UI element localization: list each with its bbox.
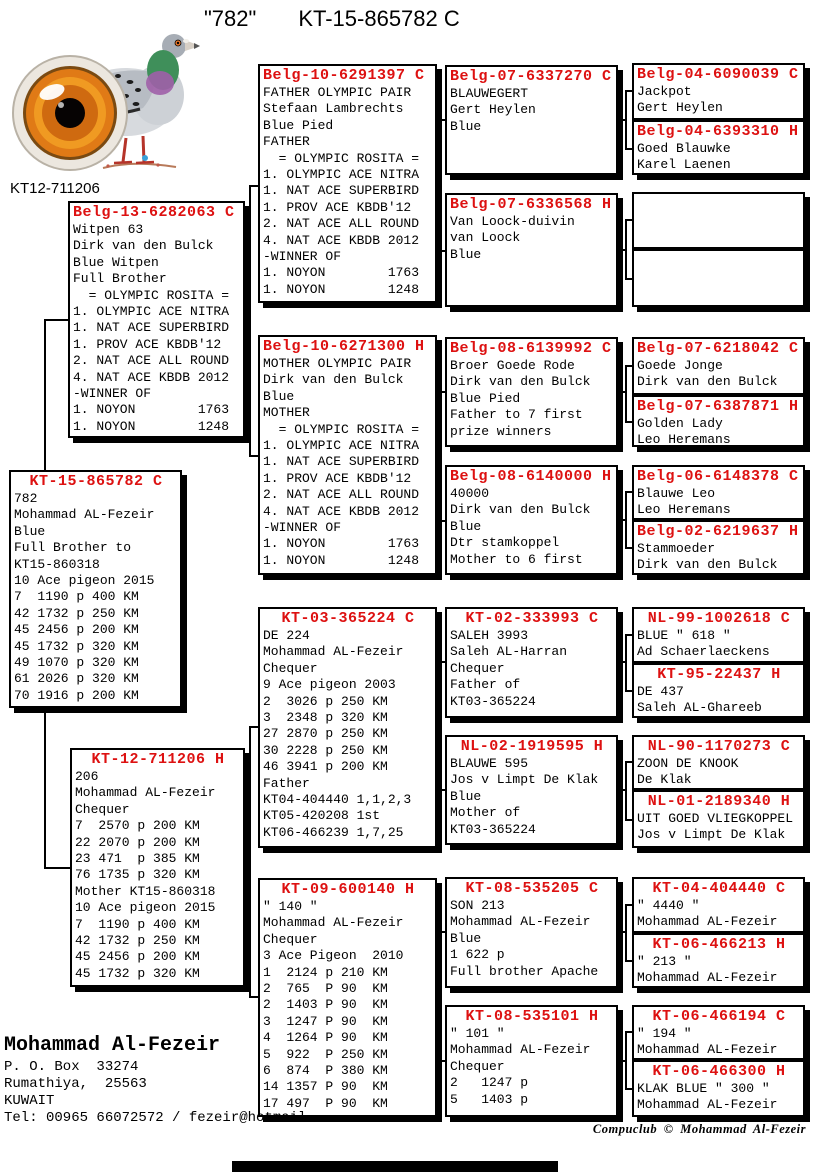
connector-line	[249, 455, 258, 457]
pedigree-box-dam-dam-sire	[445, 877, 618, 988]
pedigree-text-line: Blue Witpen	[73, 254, 159, 270]
pedigree-text-line: Blue Pied	[450, 390, 521, 406]
pedigree-text-line: Blauwe Leo	[637, 486, 716, 501]
connector-line	[625, 365, 627, 423]
pedigree-box-sire-sire-dam-sire	[632, 192, 805, 249]
pedigree-text-line: 3 Ace Pigeon 2010	[263, 948, 404, 964]
pedigree-text-line: Mohammad AL-Fezeir	[637, 970, 778, 986]
connector-line	[625, 761, 627, 821]
connector-line	[625, 761, 632, 763]
pedigree-text-line: 1. NAT ACE SUPERBIRD	[73, 320, 230, 336]
pedigree-text-line: 2 765 P 90 KM	[263, 981, 388, 997]
pedigree-text-line: 10 Ace pigeon 2015	[75, 900, 216, 916]
pedigree-box-dam-dam-dam-dam	[632, 1060, 805, 1117]
connector-line	[440, 119, 442, 252]
connector-line	[625, 1031, 632, 1033]
pedigree-text-line: FATHER	[263, 134, 310, 150]
ring-number-header: KT-03-365224 C	[281, 610, 415, 627]
pedigree-text-line: Blue	[450, 930, 482, 946]
pedigree-text-line: Goed Blauwke	[637, 141, 731, 156]
pedigree-text-line: prize winners	[450, 423, 552, 439]
pedigree-box-dam-sire	[258, 607, 437, 848]
pedigree-text-line: KLAK BLUE " 300 "	[637, 1081, 770, 1096]
ring-number-header: Belg-13-6282063 C	[73, 204, 235, 221]
pedigree-text-line: Dirk van den Bulck	[263, 372, 404, 388]
connector-line	[625, 278, 632, 280]
pedigree-text-line: Karel Laenen	[637, 157, 731, 173]
pedigree-text-line: " 213 "	[637, 954, 692, 969]
pedigree-text-line: Jos v Limpt De Klak	[637, 827, 786, 843]
owner-address-line: P. O. Box 33274	[4, 1059, 139, 1075]
pedigree-box-sire-sire-sire-dam	[632, 120, 805, 175]
ring-number-header: KT-06-466194 C	[652, 1008, 786, 1025]
pedigree-text-line: Jos v Limpt De Klak	[450, 772, 599, 788]
pedigree-text-line: 1. OLYMPIC ACE NITRA	[73, 304, 230, 320]
connector-line	[249, 726, 258, 728]
pedigree-text-line: 45 2456 p 200 KM	[75, 949, 200, 965]
pedigree-text-line: Mohammad AL-Fezeir	[637, 1097, 778, 1113]
pedigree-text-line: 206	[75, 769, 99, 784]
pedigree-box-sire-sire-dam	[445, 193, 618, 307]
pedigree-text-line: Gert Heylen	[450, 102, 536, 118]
pedigree-text-line: Mother KT15-860318	[75, 883, 216, 899]
pedigree-text-line: Mohammad AL-Fezeir	[263, 644, 404, 660]
pedigree-text-line: 7 1190 p 400 KM	[75, 916, 200, 932]
pedigree-text-line: 1. NOYON 1763	[73, 402, 230, 418]
pedigree-text-line: Dirk van den Bulck	[450, 374, 591, 390]
connector-line	[249, 185, 251, 457]
pedigree-text-line: = OLYMPIC ROSITA =	[263, 421, 420, 437]
pedigree-text-line: 22 2070 p 200 KM	[75, 834, 200, 850]
pedigree-text-line: 5 1403 p	[450, 1091, 529, 1107]
pedigree-box-dam-sire-dam-dam	[632, 790, 805, 848]
pedigree-text-line: Blue	[263, 388, 295, 404]
pedigree-text-line: Blue	[450, 788, 482, 804]
pedigree-text-line: Father to 7 first	[450, 407, 583, 423]
ring-number-header: NL-01-2189340 H	[647, 793, 791, 810]
pedigree-text-line: 1 2124 p 210 KM	[263, 964, 388, 980]
pedigree-box-sire-dam-dam	[445, 465, 618, 575]
pedigree-text-line: 2. NAT ACE ALL ROUND	[263, 216, 420, 232]
pedigree-text-line: Blue	[450, 518, 482, 534]
pedigree-text-line: = OLYMPIC ROSITA =	[263, 150, 420, 166]
pedigree-box-subject	[9, 470, 182, 708]
connector-line	[625, 1031, 627, 1090]
ring-number-header: Belg-07-6218042 C	[637, 340, 799, 357]
pedigree-text-line: Broer Goede Rode	[450, 358, 575, 373]
pedigree-box-dam-sire-dam-sire	[632, 735, 805, 790]
connector-line	[625, 634, 627, 692]
pedigree-text-line: 782	[14, 491, 38, 506]
pedigree-text-line: Blue	[450, 246, 482, 262]
pedigree-text-line: Mohammad AL-Fezeir	[450, 1042, 591, 1058]
pedigree-text-line: 1. OLYMPIC ACE NITRA	[263, 167, 420, 183]
pedigree-text-line: Saleh AL-Harran	[450, 644, 568, 660]
ring-number-header: Belg-04-6090039 C	[637, 66, 799, 83]
pedigree-text-line: DE 224	[263, 628, 310, 643]
bottom-bar	[232, 1161, 558, 1172]
pedigree-text-line: Jackpot	[637, 84, 692, 99]
connector-line	[625, 904, 627, 962]
connector-line	[440, 931, 442, 1063]
photo-caption: KT12-711206	[10, 180, 100, 197]
connector-line	[625, 421, 632, 423]
pedigree-text-line: Saleh AL-Ghareeb	[637, 700, 762, 716]
connector-line	[440, 391, 442, 522]
pedigree-text-line: 4. NAT ACE KBDB 2012	[73, 369, 230, 385]
ring-number-header: Belg-07-6337270 C	[450, 68, 612, 85]
pedigree-text-line: 45 2456 p 200 KM	[14, 622, 139, 638]
pedigree-text-line: " 140 "	[263, 899, 318, 914]
pedigree-text-line: Leo Heremans	[637, 432, 731, 447]
connector-line	[249, 185, 258, 187]
pedigree-text-line: Dirk van den Bulck	[637, 557, 778, 573]
pedigree-text-line: 2 1403 P 90 KM	[263, 997, 388, 1013]
pedigree-text-line: Mohammad AL-Fezeir	[14, 507, 155, 523]
pedigree-text-line: 49 1070 p 320 KM	[14, 655, 139, 671]
owner-name: Mohammad Al-Fezeir	[4, 1034, 221, 1057]
pedigree-text-line: 1 622 p	[450, 947, 505, 963]
pedigree-box-dam-dam-sire-sire	[632, 877, 805, 933]
pedigree-text-line: 1. NOYON 1248	[263, 552, 420, 568]
pedigree-text-line: Mohammad AL-Fezeir	[450, 914, 591, 930]
pedigree-text-line: 30 2228 p 250 KM	[263, 742, 388, 758]
pedigree-text-line: KT06-466239 1,7,25	[263, 824, 404, 840]
pedigree-text-line: 1. OLYMPIC ACE NITRA	[263, 438, 420, 454]
connector-line	[625, 634, 632, 636]
connector-line	[625, 219, 627, 280]
pedigree-text-line: Dirk van den Bulck	[450, 502, 591, 518]
pedigree-text-line: Chequer	[263, 660, 318, 676]
pedigree-text-line: 1. PROV ACE KBDB'12	[263, 470, 412, 486]
connector-line	[625, 90, 632, 92]
pedigree-text-line: 42 1732 p 250 KM	[75, 933, 200, 949]
pedigree-box-sire-dam-dam-sire	[632, 465, 805, 520]
pedigree-text-line: -WINNER OF	[263, 520, 342, 536]
pedigree-box-sire-sire-sire	[445, 65, 618, 175]
pedigree-text-line: Blue	[450, 118, 482, 134]
pedigree-text-line: -WINNER OF	[73, 386, 152, 402]
pedigree-text-line: Father of	[450, 677, 521, 693]
pedigree-box-dam	[70, 748, 245, 987]
pedigree-box-dam-dam-sire-dam	[632, 933, 805, 988]
ring-number-header: KT-12-711206 H	[91, 751, 225, 768]
pedigree-text-line: 4 1264 P 90 KM	[263, 1030, 388, 1046]
pedigree-text-line: Goede Jonge	[637, 358, 723, 373]
owner-address-line: Rumathiya, 25563	[4, 1076, 147, 1092]
pedigree-text-line: Dirk van den Bulck	[637, 374, 778, 390]
connector-line	[440, 661, 442, 792]
pedigree-text-line: Mother of	[450, 805, 521, 821]
connector-line	[249, 996, 258, 998]
pedigree-text-line: 61 2026 p 320 KM	[14, 671, 139, 687]
pedigree-text-line: Blue	[14, 523, 46, 539]
pedigree-text-line: 1. NAT ACE SUPERBIRD	[263, 454, 420, 470]
pedigree-text-line: KT15-860318	[14, 556, 100, 572]
pedigree-text-line: 46 3941 p 200 KM	[263, 759, 388, 775]
connector-line	[625, 960, 632, 962]
pedigree-box-dam-sire-sire	[445, 607, 618, 718]
pedigree-text-line: Full brother Apache	[450, 963, 599, 979]
pedigree-text-line: Dirk van den Bulck	[73, 238, 214, 254]
pedigree-box-sire-sire	[258, 64, 437, 303]
ring-number-header: Belg-10-6291397 C	[263, 67, 425, 84]
pedigree-text-line: De Klak	[637, 772, 692, 788]
pedigree-text-line: Full Brother to	[14, 540, 132, 556]
pedigree-text-line: " 101 "	[450, 1026, 505, 1041]
pedigree-text-line: " 194 "	[637, 1026, 692, 1041]
pedigree-text-line: 2 1247 p	[450, 1075, 529, 1091]
connector-line	[625, 690, 632, 692]
pedigree-box-dam-sire-sire-dam	[632, 663, 805, 718]
ring-number-header: NL-02-1919595 H	[460, 738, 604, 755]
pedigree-text-line: KT03-365224	[450, 693, 536, 709]
pedigree-text-line: SON 213	[450, 898, 505, 913]
connector-line	[625, 1088, 632, 1090]
pedigree-box-sire-dam-sire-sire	[632, 337, 805, 395]
ring-number-header: Belg-07-6387871 H	[637, 398, 799, 415]
pedigree-text-line: Stefaan Lambrechts	[263, 101, 404, 117]
ring-number-header: Belg-02-6219637 H	[637, 523, 799, 540]
pedigree-text-line: 9 Ace pigeon 2003	[263, 677, 396, 693]
pedigree-box-sire-dam	[258, 335, 437, 575]
pedigree-text-line: Mohammad AL-Fezeir	[75, 785, 216, 801]
pedigree-box-dam-sire-dam	[445, 735, 618, 845]
pedigree-text-line: Blue Pied	[263, 117, 334, 133]
connector-line	[625, 491, 632, 493]
pedigree-text-line: Chequer	[450, 660, 505, 676]
ring-number-header: KT-08-535205 C	[465, 880, 599, 897]
pedigree-text-line: 7 2570 p 200 KM	[75, 818, 200, 834]
connector-line	[44, 867, 70, 869]
pedigree-text-line: BLAUWEGERT	[450, 86, 529, 101]
ring-number-header: Belg-08-6139992 C	[450, 340, 612, 357]
pedigree-text-line: MOTHER	[263, 405, 310, 421]
pedigree-text-line: ZOON DE KNOOK	[637, 756, 739, 771]
pedigree-text-line: 1. NOYON 1763	[263, 536, 420, 552]
pedigree-text-line: 10 Ace pigeon 2015	[14, 573, 155, 589]
pedigree-box-sire-sire-sire-sire	[632, 63, 805, 120]
pedigree-text-line: UIT GOED VLIEGKOPPEL	[637, 811, 794, 826]
pedigree-box-sire-dam-sire-dam	[632, 395, 805, 447]
pedigree-box-dam-dam-dam-sire	[632, 1005, 805, 1060]
pedigree-text-line: 45 1732 p 320 KM	[14, 638, 139, 654]
pigeon-photo	[8, 10, 208, 178]
pedigree-text-line: 5 922 P 250 KM	[263, 1046, 388, 1062]
pedigree-text-line: -WINNER OF	[263, 249, 342, 265]
redaction-bar	[317, 1115, 335, 1121]
pedigree-box-dam-sire-sire-sire	[632, 607, 805, 663]
ring-number-header: Belg-07-6336568 H	[450, 196, 612, 213]
ring-number-header: Belg-04-6393310 H	[637, 123, 799, 140]
connector-line	[44, 319, 68, 321]
connector-line	[249, 726, 251, 998]
pedigree-box-sire-dam-dam-dam	[632, 520, 805, 575]
owner-block	[4, 1033, 335, 1127]
ring-number-header: KT-04-404440 C	[652, 880, 786, 897]
pedigree-text-line: FATHER OLYMPIC PAIR	[263, 85, 412, 100]
ring-number-header: NL-99-1002618 C	[647, 610, 791, 627]
pedigree-text-line: Witpen 63	[73, 222, 144, 237]
pedigree-box-sire	[68, 201, 245, 438]
pedigree-text-line: 6 874 P 380 KM	[263, 1063, 388, 1079]
pedigree-text-line: 2. NAT ACE ALL ROUND	[263, 487, 420, 503]
pedigree-text-line: 2. NAT ACE ALL ROUND	[73, 353, 230, 369]
pedigree-text-line: BLAUWE 595	[450, 756, 529, 771]
pedigree-box-dam-dam-dam	[445, 1005, 618, 1117]
owner-tel-line: Tel: 00965 66072572 / fezeir@hotmail.	[4, 1110, 335, 1127]
pedigree-text-line: Chequer	[450, 1058, 505, 1074]
pedigree-text-line: 1. NOYON 1763	[263, 265, 420, 281]
pedigree-text-line: 27 2870 p 250 KM	[263, 726, 388, 742]
pedigree-text-line: 4. NAT ACE KBDB 2012	[263, 503, 420, 519]
pedigree-text-line: 17 497 P 90 KM	[263, 1095, 388, 1111]
pedigree-text-line: Stammoeder	[637, 541, 716, 556]
pedigree-text-line: 4. NAT ACE KBDB 2012	[263, 232, 420, 248]
pedigree-text-line: Chequer	[263, 931, 318, 947]
pedigree-text-line: BLUE " 618 "	[637, 628, 731, 643]
pedigree-text-line: Mohammad AL-Fezeir	[637, 914, 778, 930]
pedigree-text-line: 42 1732 p 250 KM	[14, 605, 139, 621]
pedigree-text-line: 7 1190 p 400 KM	[14, 589, 139, 605]
pedigree-text-line: SALEH 3993	[450, 628, 529, 643]
connector-line	[625, 219, 632, 221]
pedigree-text-line: 70 1916 p 200 KM	[14, 687, 139, 703]
ring-number-header: NL-90-1170273 C	[647, 738, 791, 755]
pedigree-text-line: Golden Lady	[637, 416, 723, 431]
pedigree-text-line: Ad Schaerlaeckens	[637, 644, 770, 660]
ring-number-header: KT-95-22437 H	[657, 666, 781, 683]
pedigree-text-line: 1. NOYON 1248	[263, 281, 420, 297]
page-title	[204, 6, 460, 32]
pedigree-text-line: KT05-420208 1st	[263, 808, 381, 824]
pedigree-text-line: 76 1735 p 320 KM	[75, 867, 200, 883]
ring-number-header: KT-06-466300 H	[652, 1063, 786, 1080]
ring-number-header: KT-06-466213 H	[652, 936, 786, 953]
connector-line	[625, 547, 632, 549]
pedigree-text-line: Dtr stamkoppel	[450, 535, 560, 551]
connector-line	[625, 365, 632, 367]
pedigree-text-line: 14 1357 P 90 KM	[263, 1079, 388, 1095]
pedigree-text-line: Van Loock-duivin	[450, 214, 575, 229]
pedigree-text-line: Chequer	[75, 801, 130, 817]
footer-credit: Compuclub © Mohammad Al-Fezeir	[592, 1122, 806, 1136]
ring-number-header: Belg-10-6271300 H	[263, 338, 425, 355]
connector-line	[625, 90, 627, 150]
pedigree-text-line: 1. NOYON 1248	[73, 418, 230, 434]
pedigree-text-line: 1. NAT ACE SUPERBIRD	[263, 183, 420, 199]
ring-number-header: KT-15-865782 C	[29, 473, 163, 490]
ring-number-header: KT-08-535101 H	[465, 1008, 599, 1025]
title-bird-name: "782"	[204, 6, 257, 31]
pedigree-text-line: Gert Heylen	[637, 100, 723, 116]
connector-line	[625, 819, 632, 821]
pedigree-text-line: Leo Heremans	[637, 502, 731, 518]
pedigree-text-line: 3 1247 P 90 KM	[263, 1013, 388, 1029]
pedigree-text-line: Mohammad AL-Fezeir	[637, 1042, 778, 1058]
pedigree-text-line: 45 1732 p 320 KM	[75, 965, 200, 981]
pedigree-text-line: 40000	[450, 486, 490, 501]
pedigree-text-line: Mohammad AL-Fezeir	[263, 915, 404, 931]
pedigree-text-line: 2 3026 p 250 KM	[263, 693, 388, 709]
owner-address-line: KUWAIT	[4, 1093, 55, 1109]
eye-closeup-illustration	[13, 56, 127, 170]
ring-number-header: Belg-06-6148378 C	[637, 468, 799, 485]
pedigree-box-sire-sire-dam-dam	[632, 249, 805, 307]
pedigree-box-sire-dam-sire	[445, 337, 618, 447]
pedigree-text-line: Full Brother	[73, 271, 167, 287]
pedigree-text-line: 23 471 p 385 KM	[75, 851, 200, 867]
ring-number-header: KT-02-333993 C	[465, 610, 599, 627]
connector-line	[625, 904, 632, 906]
title-ring-number: KT-15-865782 C	[298, 6, 460, 31]
pedigree-text-line: KT03-365224	[450, 821, 536, 837]
pedigree-text-line: 3 2348 p 320 KM	[263, 710, 388, 726]
connector-line	[625, 491, 627, 549]
pedigree-text-line: KT04-404440 1,1,2,3	[263, 792, 412, 808]
pedigree-text-line: van Loock	[450, 230, 521, 246]
ring-number-header: Belg-08-6140000 H	[450, 468, 612, 485]
connector-line	[625, 148, 632, 150]
ring-number-header: KT-09-600140 H	[281, 881, 415, 898]
pedigree-text-line: " 4440 "	[637, 898, 700, 913]
pedigree-text-line: DE 437	[637, 684, 684, 699]
pedigree-text-line: MOTHER OLYMPIC PAIR	[263, 356, 412, 371]
pedigree-text-line: 1. PROV ACE KBDB'12	[263, 199, 412, 215]
pedigree-text-line: Mother to 6 first	[450, 551, 583, 567]
pedigree-text-line: Father	[263, 775, 310, 791]
pedigree-text-line: 1. PROV ACE KBDB'12	[73, 336, 222, 352]
pedigree-text-line: = OLYMPIC ROSITA =	[73, 287, 230, 303]
